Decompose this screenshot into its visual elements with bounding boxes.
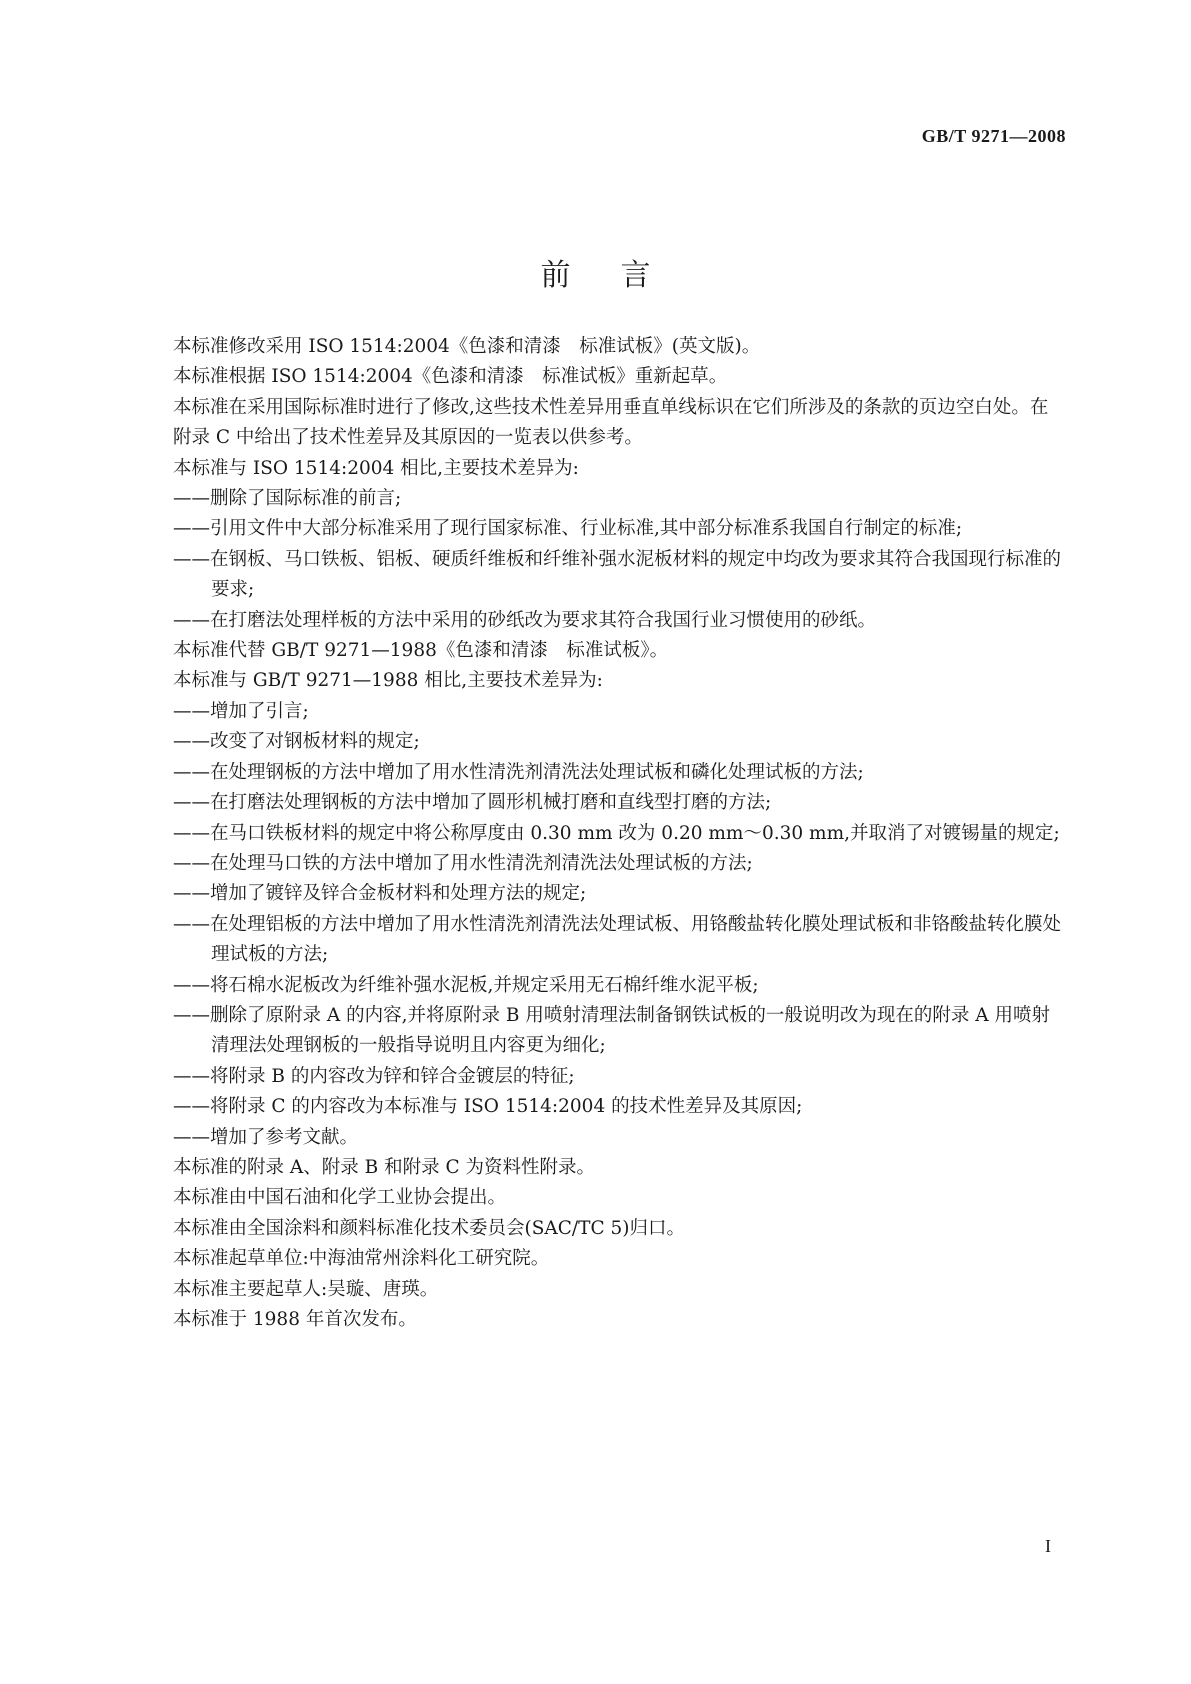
- bullet-item: ——在处理马口铁的方法中增加了用水性清洗剂清洗法处理试板的方法;: [173, 852, 753, 874]
- paragraph: 本标准的附录 A、附录 B 和附录 C 为资料性附录。: [173, 1156, 596, 1178]
- paragraph: 本标准由中国石油和化学工业协会提出。: [173, 1187, 507, 1209]
- bullet-item: ——引用文件中大部分标准采用了现行国家标准、行业标准,其中部分标准系我国自行制定的标准;: [173, 518, 963, 540]
- page-number: I: [1045, 1536, 1051, 1556]
- paragraph: 本标准于 1988 年首次发布。: [173, 1309, 417, 1330]
- bullet-item: ——将附录 B 的内容改为锌和锌合金镀层的特征;: [173, 1065, 575, 1087]
- bullet-item: ——在钢板、马口铁板、铝板、硬质纤维板和纤维补强水泥板材料的规定中均改为要求其符合我国现行标准的要求;: [173, 548, 1062, 601]
- bullet-item: ——改变了对钢板材料的规定;: [173, 731, 420, 753]
- paragraph: 本标准主要起草人:吴璇、唐瑛。: [173, 1278, 439, 1300]
- page-title: 前言: [540, 258, 701, 294]
- paragraph: 本标准根据 ISO 1514:2004《色漆和清漆 标准试板》重新起草。: [173, 366, 728, 388]
- paragraph: 本标准与 ISO 1514:2004 相比,主要技术差异为:: [173, 457, 579, 479]
- paragraph: 本标准修改采用 ISO 1514:2004《色漆和清漆 标准试板》(英文版)。: [173, 336, 761, 357]
- bullet-item: ——在打磨法处理样板的方法中采用的砂纸改为要求其符合我国行业习惯使用的砂纸。: [173, 609, 877, 631]
- bullet-item: ——增加了镀锌及锌合金板材料和处理方法的规定;: [173, 883, 587, 905]
- paragraph: 本标准与 GB/T 9271—1988 相比,主要技术差异为:: [173, 670, 603, 692]
- bullet-item: ——将石棉水泥板改为纤维补强水泥板,并规定采用无石棉纤维水泥平板;: [173, 974, 759, 996]
- bullet-item: ——删除了原附录 A 的内容,并将原附录 B 用喷射清理法制备钢铁试板的一般说明改为现在的附录 A 用喷射清理法处理钢板的一般指导说明且内容更为细化;: [173, 1004, 1050, 1057]
- paragraph: 本标准由全国涂料和颜料标准化技术委员会(SAC/TC 5)归口。: [173, 1217, 686, 1239]
- bullet-item: ——增加了引言;: [173, 700, 309, 722]
- bullet-item: ——在处理钢板的方法中增加了用水性清洗剂清洗法处理试板和磷化处理试板的方法;: [173, 761, 864, 783]
- bullet-item: ——删除了国际标准的前言;: [173, 488, 402, 510]
- bullet-item: ——在处理铝板的方法中增加了用水性清洗剂清洗法处理试板、用铬酸盐转化膜处理试板和非铬酸盐转化膜处理试板的方法;: [173, 913, 1062, 966]
- bullet-item: ——将附录 C 的内容改为本标准与 ISO 1514:2004 的技术性差异及其原因;: [173, 1096, 803, 1118]
- paragraph: 本标准在采用国际标准时进行了修改,这些技术性差异用垂直单线标识在它们所涉及的条款的页边空白处。在附录 C 中给出了技术性差异及其原因的一览表以供参考。: [173, 396, 1049, 449]
- document-body: [173, 332, 1061, 1335]
- bullet-item: ——在马口铁板材料的规定中将公称厚度由 0.30 mm 改为 0.20 mm～0.30 mm,并取消了对镀锡量的规定;: [173, 822, 1060, 844]
- bullet-item: ——在打磨法处理钢板的方法中增加了圆形机械打磨和直线型打磨的方法;: [173, 792, 772, 814]
- bullet-item: ——增加了参考文献。: [173, 1126, 359, 1148]
- paragraph: 本标准代替 GB/T 9271—1988《色漆和清漆 标准试板》。: [173, 640, 669, 662]
- paragraph: 本标准起草单位:中海油常州涂料化工研究院。: [173, 1248, 550, 1270]
- standard-code: GB/T 9271—2008: [921, 126, 1066, 146]
